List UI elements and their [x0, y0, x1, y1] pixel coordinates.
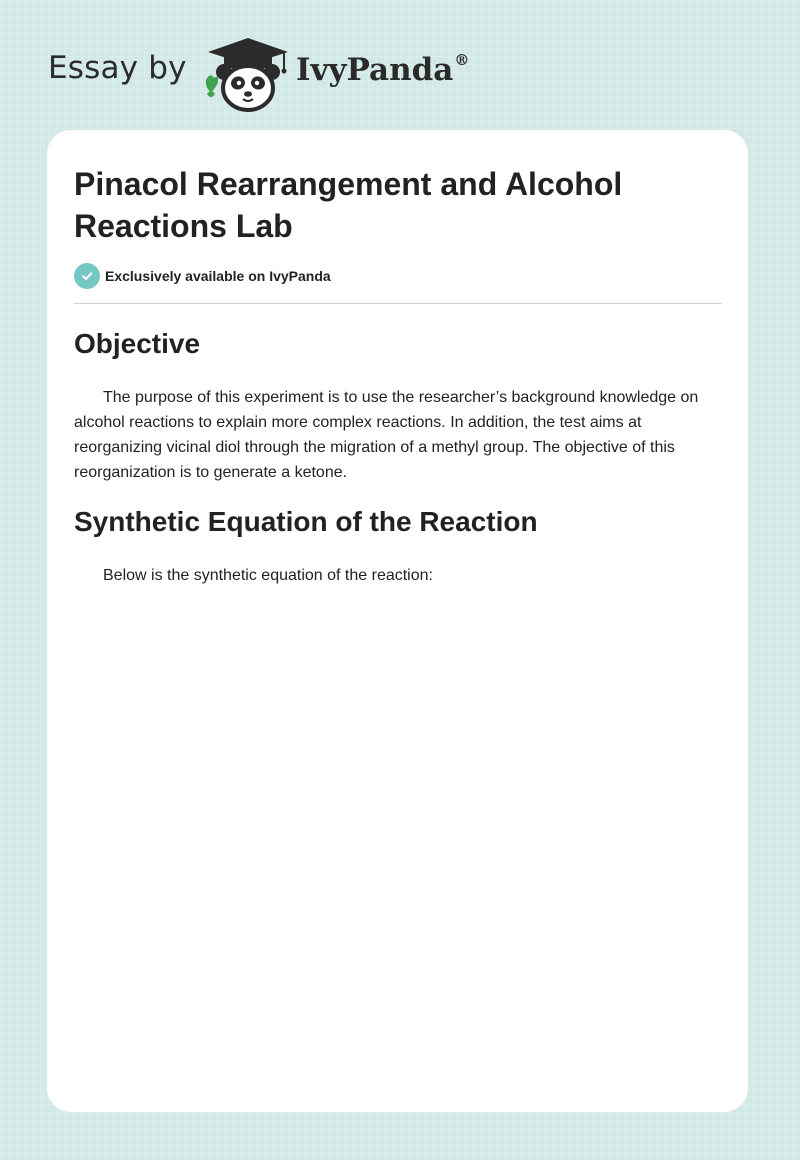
article-card [47, 130, 748, 1112]
brand-name[interactable]: IvyPanda® [296, 50, 470, 88]
page-title: Pinacol Rearrangement and Alcohol Reactions Lab [74, 166, 623, 244]
check-circle-icon [74, 263, 100, 289]
site-header [48, 30, 548, 110]
section-heading-synthetic-equation: Synthetic Equation of the Reaction [74, 506, 538, 537]
exclusive-badge-label: Exclusively available on IvyPanda [105, 268, 331, 284]
section-heading-objective: Objective [74, 328, 201, 359]
section-paragraph-objective: The purpose of this experiment is to use the researcher’s background knowledge on alcohol reactions to explain more complex reactions. In addition, the test aims at reorganizing vicinal diol through the migration of a methyl group. The objective of this reorganization is to generate a ketone. [74, 389, 699, 481]
essay-by-label: Essay by [48, 50, 187, 86]
exclusive-badge [74, 263, 331, 289]
registered-mark: ® [454, 50, 470, 69]
section-paragraph-synthetic-equation: Below is the synthetic equation of the reaction: [103, 567, 433, 584]
panda-graduation-cap-icon[interactable] [200, 36, 296, 114]
ivy-leaf-icon [206, 75, 218, 97]
divider [74, 303, 722, 304]
